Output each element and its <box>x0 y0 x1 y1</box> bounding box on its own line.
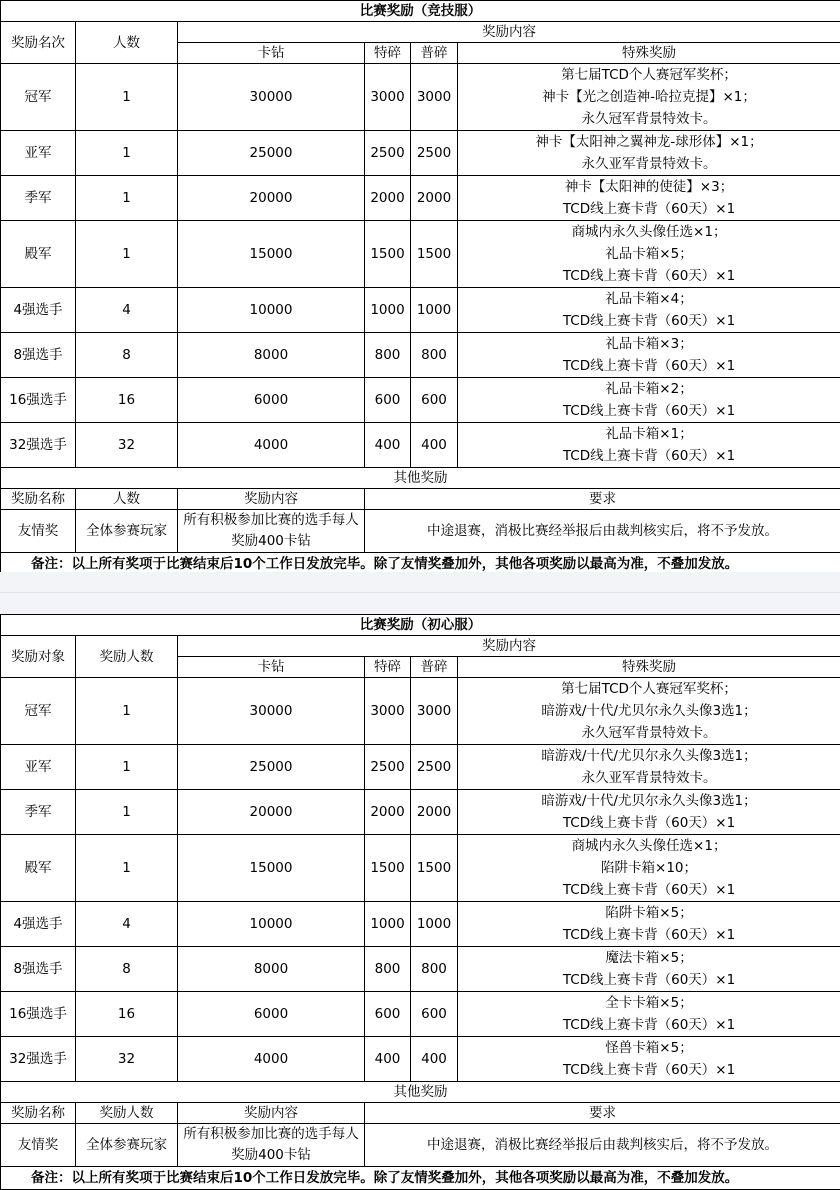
row-pusui: 1000 <box>411 902 458 947</box>
row-tesui: 2000 <box>365 790 411 835</box>
row-kazuan: 10000 <box>178 902 365 947</box>
row-kazuan: 6000 <box>178 992 365 1037</box>
row-tesui: 1500 <box>365 221 411 288</box>
row-tesui: 800 <box>365 333 411 378</box>
row-rank: 亚军 <box>1 131 76 176</box>
table-row <box>1 176 840 221</box>
header-pusui: 普碎 <box>411 657 458 678</box>
table-title: 比赛奖励（竞技服） <box>1 1 840 22</box>
row-rank: 32强选手 <box>1 423 76 468</box>
row-pusui: 1500 <box>411 835 458 902</box>
row-count: 4 <box>76 902 178 947</box>
row-kazuan: 20000 <box>178 790 365 835</box>
row-pusui: 2500 <box>411 131 458 176</box>
special-reward-line: TCD线上赛卡背（60天）×1 <box>460 812 838 834</box>
other-header-count: 奖励人数 <box>76 1103 178 1124</box>
row-tesui: 2000 <box>365 176 411 221</box>
row-special <box>458 678 840 745</box>
table-row <box>1 992 840 1037</box>
header-content: 奖励内容 <box>178 22 840 43</box>
row-rank: 4强选手 <box>1 288 76 333</box>
reward-table-competitive <box>0 0 840 576</box>
row-count: 1 <box>76 221 178 288</box>
header-special: 特殊奖励 <box>458 657 840 678</box>
row-kazuan: 25000 <box>178 131 365 176</box>
row-pusui: 3000 <box>411 678 458 745</box>
row-rank: 殿军 <box>1 221 76 288</box>
row-special <box>458 423 840 468</box>
special-reward-line: 神卡【太阳神之翼神龙-球形体】×1； <box>460 131 838 153</box>
row-count: 16 <box>76 992 178 1037</box>
row-kazuan: 6000 <box>178 378 365 423</box>
row-kazuan: 8000 <box>178 947 365 992</box>
row-kazuan: 20000 <box>178 176 365 221</box>
row-pusui: 2000 <box>411 176 458 221</box>
row-special <box>458 902 840 947</box>
reward-table <box>0 614 840 1190</box>
other-rewards-title: 其他奖励 <box>1 1082 840 1103</box>
header-pusui: 普碎 <box>411 43 458 64</box>
row-tesui: 400 <box>365 423 411 468</box>
special-reward-line: 永久亚军背景特效卡。 <box>460 767 838 789</box>
special-reward-line: 第七届TCD个人赛冠军奖杯； <box>460 678 838 700</box>
friendship-award-requirement: 中途退赛，消极比赛经举报后由裁判核实后，将不予发放。 <box>365 1124 840 1167</box>
row-count: 4 <box>76 288 178 333</box>
row-pusui: 600 <box>411 992 458 1037</box>
row-tesui: 1000 <box>365 288 411 333</box>
row-tesui: 600 <box>365 378 411 423</box>
special-reward-line: 魔法卡箱×5； <box>460 947 838 969</box>
special-reward-line: TCD线上赛卡背（60天）×1 <box>460 355 838 377</box>
row-rank: 16强选手 <box>1 378 76 423</box>
header-tesui: 特碎 <box>365 43 411 64</box>
sheet-gap <box>0 572 840 614</box>
table-row <box>1 131 840 176</box>
row-special <box>458 947 840 992</box>
header-special: 特殊奖励 <box>458 43 840 64</box>
row-count: 16 <box>76 378 178 423</box>
row-count: 32 <box>76 1037 178 1082</box>
row-kazuan: 15000 <box>178 835 365 902</box>
row-kazuan: 15000 <box>178 221 365 288</box>
special-reward-line: 商城内永久头像任选×1； <box>460 221 838 243</box>
row-kazuan: 4000 <box>178 1037 365 1082</box>
row-rank: 16强选手 <box>1 992 76 1037</box>
special-reward-line: 陷阱卡箱×5； <box>460 902 838 924</box>
special-reward-line: 全卡卡箱×5； <box>460 992 838 1014</box>
row-rank: 亚军 <box>1 745 76 790</box>
special-reward-line: TCD线上赛卡背（60天）×1 <box>460 1014 838 1036</box>
row-special <box>458 835 840 902</box>
row-rank: 殿军 <box>1 835 76 902</box>
table-title: 比赛奖励（初心服） <box>1 615 840 636</box>
table-row <box>1 678 840 745</box>
row-pusui: 400 <box>411 1037 458 1082</box>
reward-table <box>0 0 840 576</box>
row-tesui: 3000 <box>365 64 411 131</box>
row-special <box>458 333 840 378</box>
row-tesui: 3000 <box>365 678 411 745</box>
row-special <box>458 176 840 221</box>
table-row <box>1 333 840 378</box>
friendship-award-name: 友情奖 <box>1 510 76 553</box>
special-reward-line: 神卡【光之创造神-哈拉克提】×1； <box>460 86 838 108</box>
table-row <box>1 64 840 131</box>
header-rank: 奖励名次 <box>1 22 76 64</box>
header-tesui: 特碎 <box>365 657 411 678</box>
row-special <box>458 745 840 790</box>
special-reward-line: TCD线上赛卡背（60天）×1 <box>460 265 838 287</box>
special-reward-line: TCD线上赛卡背（60天）×1 <box>460 969 838 991</box>
row-kazuan: 30000 <box>178 678 365 745</box>
friendship-award-count: 全体参赛玩家 <box>76 1124 178 1167</box>
special-reward-line: 礼品卡箱×2； <box>460 378 838 400</box>
other-header-content: 奖励内容 <box>178 1103 365 1124</box>
row-special <box>458 378 840 423</box>
special-reward-line: 永久冠军背景特效卡。 <box>460 108 838 130</box>
remark-note: 备注：以上所有奖项于比赛结束后10个工作日发放完毕。除了友情奖叠加外，其他各项奖励以最高为准，不叠加发放。 <box>1 553 840 576</box>
special-reward-line: 永久亚军背景特效卡。 <box>460 153 838 175</box>
row-pusui: 600 <box>411 378 458 423</box>
row-special <box>458 131 840 176</box>
row-rank: 冠军 <box>1 64 76 131</box>
other-header-content: 奖励内容 <box>178 489 365 510</box>
other-header-name: 奖励名称 <box>1 489 76 510</box>
row-tesui: 1500 <box>365 835 411 902</box>
table-row <box>1 745 840 790</box>
row-special <box>458 221 840 288</box>
special-reward-line: 暗游戏/十代/尤贝尔永久头像3选1； <box>460 790 838 812</box>
header-count: 奖励人数 <box>76 636 178 678</box>
row-pusui: 800 <box>411 333 458 378</box>
other-header-count: 人数 <box>76 489 178 510</box>
row-kazuan: 8000 <box>178 333 365 378</box>
row-tesui: 1000 <box>365 902 411 947</box>
special-reward-line: 怪兽卡箱×5； <box>460 1037 838 1059</box>
friendship-award-content: 所有积极参加比赛的选手每人奖励400卡钻 <box>178 510 365 553</box>
special-reward-line: TCD线上赛卡背（60天）×1 <box>460 1059 838 1081</box>
row-tesui: 800 <box>365 947 411 992</box>
table-row <box>1 288 840 333</box>
other-header-requirement: 要求 <box>365 489 840 510</box>
row-special <box>458 790 840 835</box>
row-pusui: 2000 <box>411 790 458 835</box>
table-row <box>1 221 840 288</box>
row-count: 1 <box>76 745 178 790</box>
table-row <box>1 378 840 423</box>
row-tesui: 600 <box>365 992 411 1037</box>
row-pusui: 800 <box>411 947 458 992</box>
row-count: 8 <box>76 333 178 378</box>
row-pusui: 1500 <box>411 221 458 288</box>
special-reward-line: TCD线上赛卡背（60天）×1 <box>460 924 838 946</box>
row-special <box>458 288 840 333</box>
friendship-award-name: 友情奖 <box>1 1124 76 1167</box>
row-rank: 4强选手 <box>1 902 76 947</box>
table-row <box>1 902 840 947</box>
row-count: 1 <box>76 131 178 176</box>
row-rank: 8强选手 <box>1 333 76 378</box>
table-row <box>1 947 840 992</box>
friendship-award-content: 所有积极参加比赛的选手每人奖励400卡钻 <box>178 1124 365 1167</box>
table-row <box>1 835 840 902</box>
remark-note: 备注：以上所有奖项于比赛结束后10个工作日发放完毕。除了友情奖叠加外，其他各项奖励以最高为准，不叠加发放。 <box>1 1167 840 1190</box>
row-pusui: 3000 <box>411 64 458 131</box>
header-kazuan: 卡钻 <box>178 43 365 64</box>
special-reward-line: 陷阱卡箱×10； <box>460 857 838 879</box>
friendship-award-requirement: 中途退赛，消极比赛经举报后由裁判核实后，将不予发放。 <box>365 510 840 553</box>
row-rank: 季军 <box>1 790 76 835</box>
header-kazuan: 卡钻 <box>178 657 365 678</box>
table-row <box>1 423 840 468</box>
row-kazuan: 25000 <box>178 745 365 790</box>
row-tesui: 2500 <box>365 745 411 790</box>
row-rank: 32强选手 <box>1 1037 76 1082</box>
special-reward-line: 永久冠军背景特效卡。 <box>460 722 838 744</box>
row-pusui: 2500 <box>411 745 458 790</box>
special-reward-line: 商城内永久头像任选×1； <box>460 835 838 857</box>
table-row <box>1 1037 840 1082</box>
row-pusui: 400 <box>411 423 458 468</box>
other-header-name: 奖励名称 <box>1 1103 76 1124</box>
row-count: 1 <box>76 176 178 221</box>
header-content: 奖励内容 <box>178 636 840 657</box>
row-count: 1 <box>76 64 178 131</box>
other-header-requirement: 要求 <box>365 1103 840 1124</box>
row-count: 32 <box>76 423 178 468</box>
row-kazuan: 4000 <box>178 423 365 468</box>
row-rank: 8强选手 <box>1 947 76 992</box>
header-rank: 奖励对象 <box>1 636 76 678</box>
row-rank: 季军 <box>1 176 76 221</box>
special-reward-line: TCD线上赛卡背（60天）×1 <box>460 310 838 332</box>
row-pusui: 1000 <box>411 288 458 333</box>
other-rewards-title: 其他奖励 <box>1 468 840 489</box>
friendship-award-count: 全体参赛玩家 <box>76 510 178 553</box>
reward-table-beginner <box>0 614 840 1190</box>
special-reward-line: 暗游戏/十代/尤贝尔永久头像3选1； <box>460 700 838 722</box>
special-reward-line: 礼品卡箱×4； <box>460 288 838 310</box>
row-special <box>458 64 840 131</box>
row-kazuan: 30000 <box>178 64 365 131</box>
special-reward-line: 礼品卡箱×5； <box>460 243 838 265</box>
special-reward-line: TCD线上赛卡背（60天）×1 <box>460 445 838 467</box>
header-count: 人数 <box>76 22 178 64</box>
row-special <box>458 992 840 1037</box>
row-rank: 冠军 <box>1 678 76 745</box>
special-reward-line: 神卡【太阳神的使徒】×3； <box>460 176 838 198</box>
special-reward-line: TCD线上赛卡背（60天）×1 <box>460 198 838 220</box>
special-reward-line: 礼品卡箱×3； <box>460 333 838 355</box>
special-reward-line: 第七届TCD个人赛冠军奖杯； <box>460 64 838 86</box>
row-count: 1 <box>76 835 178 902</box>
row-special <box>458 1037 840 1082</box>
table-row <box>1 790 840 835</box>
row-count: 1 <box>76 678 178 745</box>
row-count: 1 <box>76 790 178 835</box>
row-tesui: 400 <box>365 1037 411 1082</box>
row-kazuan: 10000 <box>178 288 365 333</box>
special-reward-line: 礼品卡箱×1； <box>460 423 838 445</box>
special-reward-line: 暗游戏/十代/尤贝尔永久头像3选1； <box>460 745 838 767</box>
row-count: 8 <box>76 947 178 992</box>
row-tesui: 2500 <box>365 131 411 176</box>
special-reward-line: TCD线上赛卡背（60天）×1 <box>460 879 838 901</box>
special-reward-line: TCD线上赛卡背（60天）×1 <box>460 400 838 422</box>
